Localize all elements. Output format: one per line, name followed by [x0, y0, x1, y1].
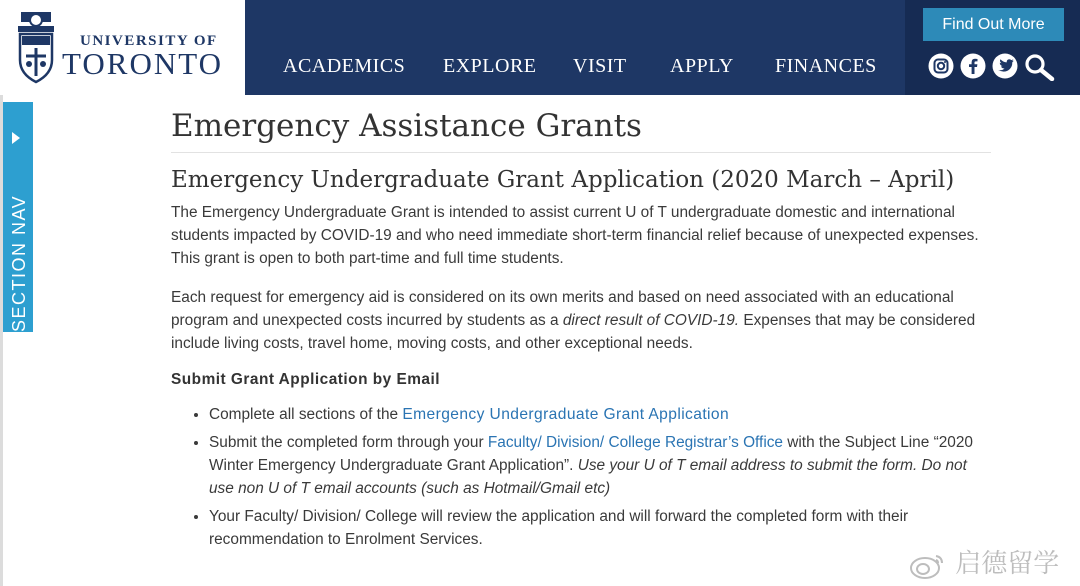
site-header [0, 0, 1080, 95]
search-icon[interactable] [1024, 53, 1056, 81]
grant-application-link[interactable]: Emergency Undergraduate Grant Application [402, 406, 730, 423]
merits-text-b: Expenses that may be considered include living costs, travel home, moving costs, and other exceptional needs. [171, 312, 976, 352]
chevron-right-icon [12, 132, 20, 144]
weibo-icon [908, 550, 948, 580]
nav-apply[interactable]: APPLY [670, 55, 734, 77]
instagram-icon[interactable] [928, 53, 954, 79]
bullet1-text: Complete all sections of the [209, 406, 403, 423]
bullet2-text: Submit the completed form through your [209, 434, 488, 451]
nav-visit[interactable]: VISIT [573, 55, 627, 77]
main-content [171, 108, 991, 556]
bullet2-emphasis: Use your U of T email address to submit the form. Do not use non U of T email accounts (such as Hotmail/Gmail etc) [209, 457, 967, 497]
registrar-office-link[interactable]: Faculty/ Division/ College Registrar’s Office [487, 434, 783, 451]
section-nav-label: SECTION NAV [9, 194, 29, 332]
logo-toronto: TORONTO [62, 46, 223, 81]
merits-paragraph [171, 286, 991, 355]
list-item [209, 403, 991, 426]
merits-text-a: Each request for emergency aid is considered on its own merits and based on need associated with an educational program and unexpected costs incurred by students as a [171, 289, 954, 329]
logo-university-of: UNIVERSITY OF [80, 33, 218, 49]
list-item [209, 431, 991, 500]
section-nav-toggle[interactable] [3, 102, 33, 332]
nav-academics[interactable]: ACADEMICS [283, 55, 406, 77]
crest-icon [18, 12, 54, 84]
page-title: Emergency Assistance Grants [171, 108, 991, 153]
bullet2-after: with the Subject Line “2020 Winter Emergency Undergraduate Grant Application”. [209, 434, 973, 474]
submit-heading: Submit Grant Application by Email [171, 371, 441, 388]
logo[interactable] [0, 0, 245, 95]
instructions-list [171, 403, 991, 551]
find-out-more-button[interactable]: Find Out More [923, 8, 1064, 41]
twitter-icon[interactable] [992, 53, 1018, 79]
nav-finances[interactable]: FINANCES [775, 55, 877, 77]
list-item [209, 505, 991, 551]
watermark [908, 543, 1059, 580]
watermark-text: 启德留学 [955, 548, 1060, 578]
bullet3-text: Your Faculty/ Division/ College will review the application and will forward the completed form with their recommendation to Enrolment Services. [209, 508, 909, 548]
facebook-icon[interactable] [960, 53, 986, 79]
intro-paragraph: The Emergency Undergraduate Grant is intended to assist current U of T undergraduate domestic and international students impacted by COVID-19 and who need immediate short-term financial relief because of unexpected expenses. This grant is open to both part-time and full time students. [171, 204, 979, 267]
merits-emphasis: direct result of COVID-19. [562, 312, 740, 329]
section-title: Emergency Undergraduate Grant Application (2020 March – April) [171, 167, 955, 193]
nav-explore[interactable]: EXPLORE [443, 55, 537, 77]
